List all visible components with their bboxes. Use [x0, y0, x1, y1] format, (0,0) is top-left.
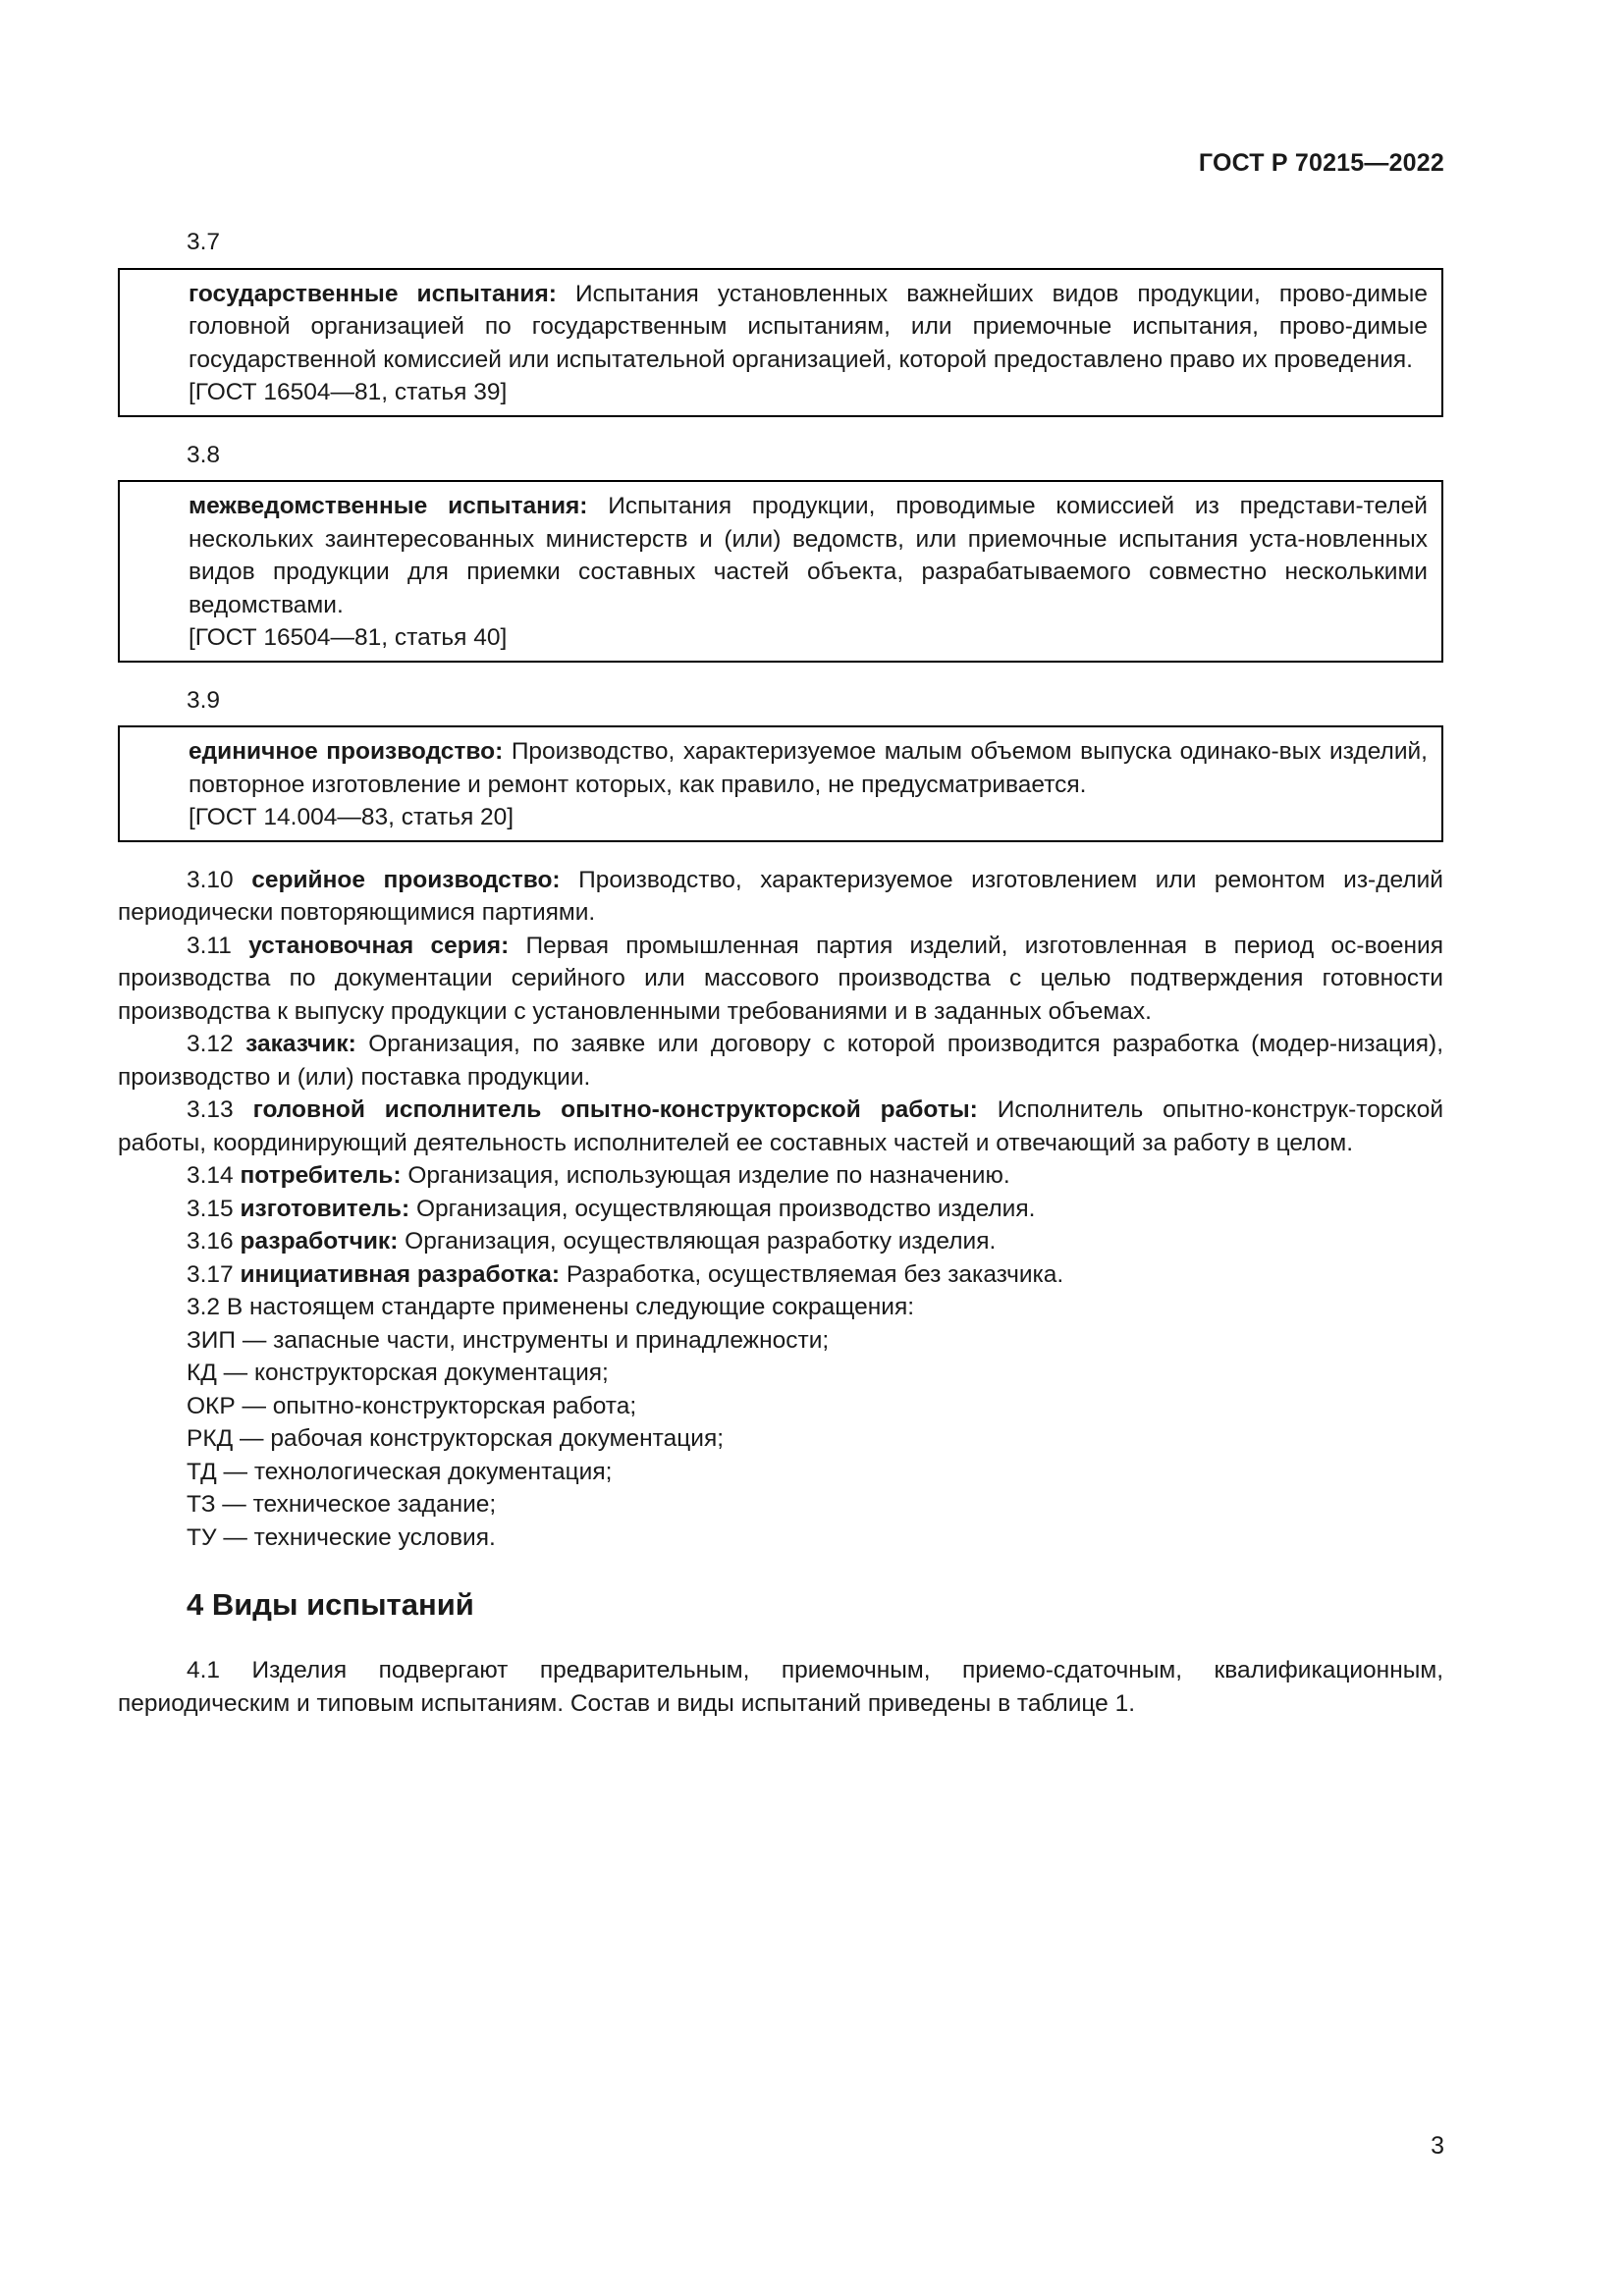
term-number: 3.12	[187, 1031, 234, 1057]
section-heading: 4 Виды испытаний	[187, 1587, 474, 1622]
abbreviation-item: РКД — рабочая конструкторская документация;	[187, 1425, 725, 1452]
term-name: государственные испытания:	[189, 280, 557, 307]
abbreviation-item: ЗИП — запасные части, инструменты и принадлежности;	[187, 1326, 830, 1354]
term-definition: Первая промышленная партия изделий, изготовленная в период ос-воения производства по документации серийного или массового производства с целью подтверждения готовности производства к выпуску продукции с установленными требованиями и в заданных объемах.	[118, 932, 1443, 1025]
term-number: 3.13	[187, 1096, 234, 1123]
term-name: единичное производство:	[189, 738, 504, 765]
term-name: головной исполнитель опытно-конструкторской работы:	[252, 1096, 978, 1123]
term-paragraph	[118, 1094, 1443, 1159]
term-definition: Испытания продукции, проводимые комиссией из представи-телей нескольких заинтересованных министерств и (или) ведомств, или приемочные испытания уста-новленных видов продукции для приемки составных частей объекта, разрабатываемого совместно несколькими ведомствами.	[189, 493, 1428, 618]
abbreviations-intro: 3.2 В настоящем стандарте применены следующие сокращения:	[187, 1294, 915, 1320]
term-box	[118, 725, 1443, 842]
term-number: 3.7	[187, 229, 221, 255]
abbreviation-item: ТУ — технические условия.	[187, 1523, 496, 1551]
term-source: [ГОСТ 14.004—83, статья 20]	[189, 804, 514, 830]
term-definition: Организация, осуществляющая производство изделия.	[409, 1195, 1036, 1222]
term-name: установочная серия:	[248, 932, 510, 959]
term-definition: Производство, характеризуемое малым объемом выпуска одинако-вых изделий, повторное изготовление и ремонт которых, как правило, не предусматривается.	[189, 738, 1428, 798]
term-number: 3.17	[187, 1260, 234, 1288]
term-paragraph	[118, 864, 1443, 930]
term-number: 3.8	[187, 441, 221, 468]
term-number: 3.14	[187, 1162, 234, 1189]
abbreviation-item: ТД — технологическая документация;	[187, 1458, 613, 1485]
term-definition: Организация, осуществляющая разработку изделия.	[398, 1228, 997, 1255]
abbreviation-item: КД — конструкторская документация;	[187, 1360, 609, 1386]
term-name: заказчик:	[245, 1031, 356, 1057]
term-paragraph	[118, 1159, 1443, 1193]
abbreviation-item: ТЗ — техническое задание;	[187, 1491, 497, 1518]
section-paragraph: 4.1 Изделия подвергают предварительным, приемочным, приемо-сдаточным, квалификационным, периодическим и типовым испытаниям. Состав и виды испытаний приведены в таблице 1.	[118, 1657, 1443, 1717]
term-paragraph	[118, 1193, 1443, 1226]
term-name: инициативная разработка:	[240, 1260, 561, 1288]
page-number: 3	[1431, 2132, 1444, 2160]
term-name: потребитель:	[240, 1162, 402, 1189]
term-source: [ГОСТ 16504—81, статья 40]	[189, 624, 508, 651]
term-number: 3.10	[187, 866, 234, 893]
term-name: межведомственные испытания:	[189, 493, 588, 519]
term-name: серийное производство:	[251, 866, 561, 893]
term-definition: Организация, использующая изделие по назначению.	[401, 1162, 1010, 1189]
term-box	[118, 268, 1443, 417]
term-definition: Испытания установленных важнейших видов продукции, прово-димые головной организацией по государственным испытаниям, или приемочные испытания, прово-димые государственной комиссией или испытательной организацией, которой предоставлено право их проведения.	[189, 280, 1428, 373]
abbreviation-item: ОКР — опытно-конструкторская работа;	[187, 1392, 637, 1419]
term-name: изготовитель:	[240, 1195, 410, 1222]
term-name: разработчик:	[240, 1228, 399, 1255]
term-paragraph	[118, 930, 1443, 1029]
term-definition: Разработка, осуществляемая без заказчика.	[560, 1260, 1064, 1288]
term-definition: Организация, по заявке или договору с которой производится разработка (модер-низация), производство и (или) поставка продукции.	[118, 1031, 1444, 1091]
term-number: 3.9	[187, 686, 221, 714]
term-paragraph	[118, 1225, 1443, 1258]
term-paragraph	[118, 1028, 1443, 1094]
term-definition: Исполнитель опытно-конструк-торской работы, координирующий деятельность исполнителей ее составных частей и отвечающий за работу в целом.	[118, 1096, 1444, 1156]
page-content	[118, 226, 1443, 1720]
term-source: [ГОСТ 16504—81, статья 39]	[189, 379, 508, 405]
term-definition: Производство, характеризуемое изготовлением или ремонтом из-делий периодически повторяющимися партиями.	[118, 866, 1443, 926]
term-paragraph	[118, 1258, 1443, 1292]
term-number: 3.16	[187, 1228, 234, 1255]
document-header: ГОСТ Р 70215—2022	[1198, 149, 1444, 177]
term-number: 3.15	[187, 1195, 234, 1222]
term-box	[118, 480, 1443, 663]
term-number: 3.11	[187, 932, 232, 959]
